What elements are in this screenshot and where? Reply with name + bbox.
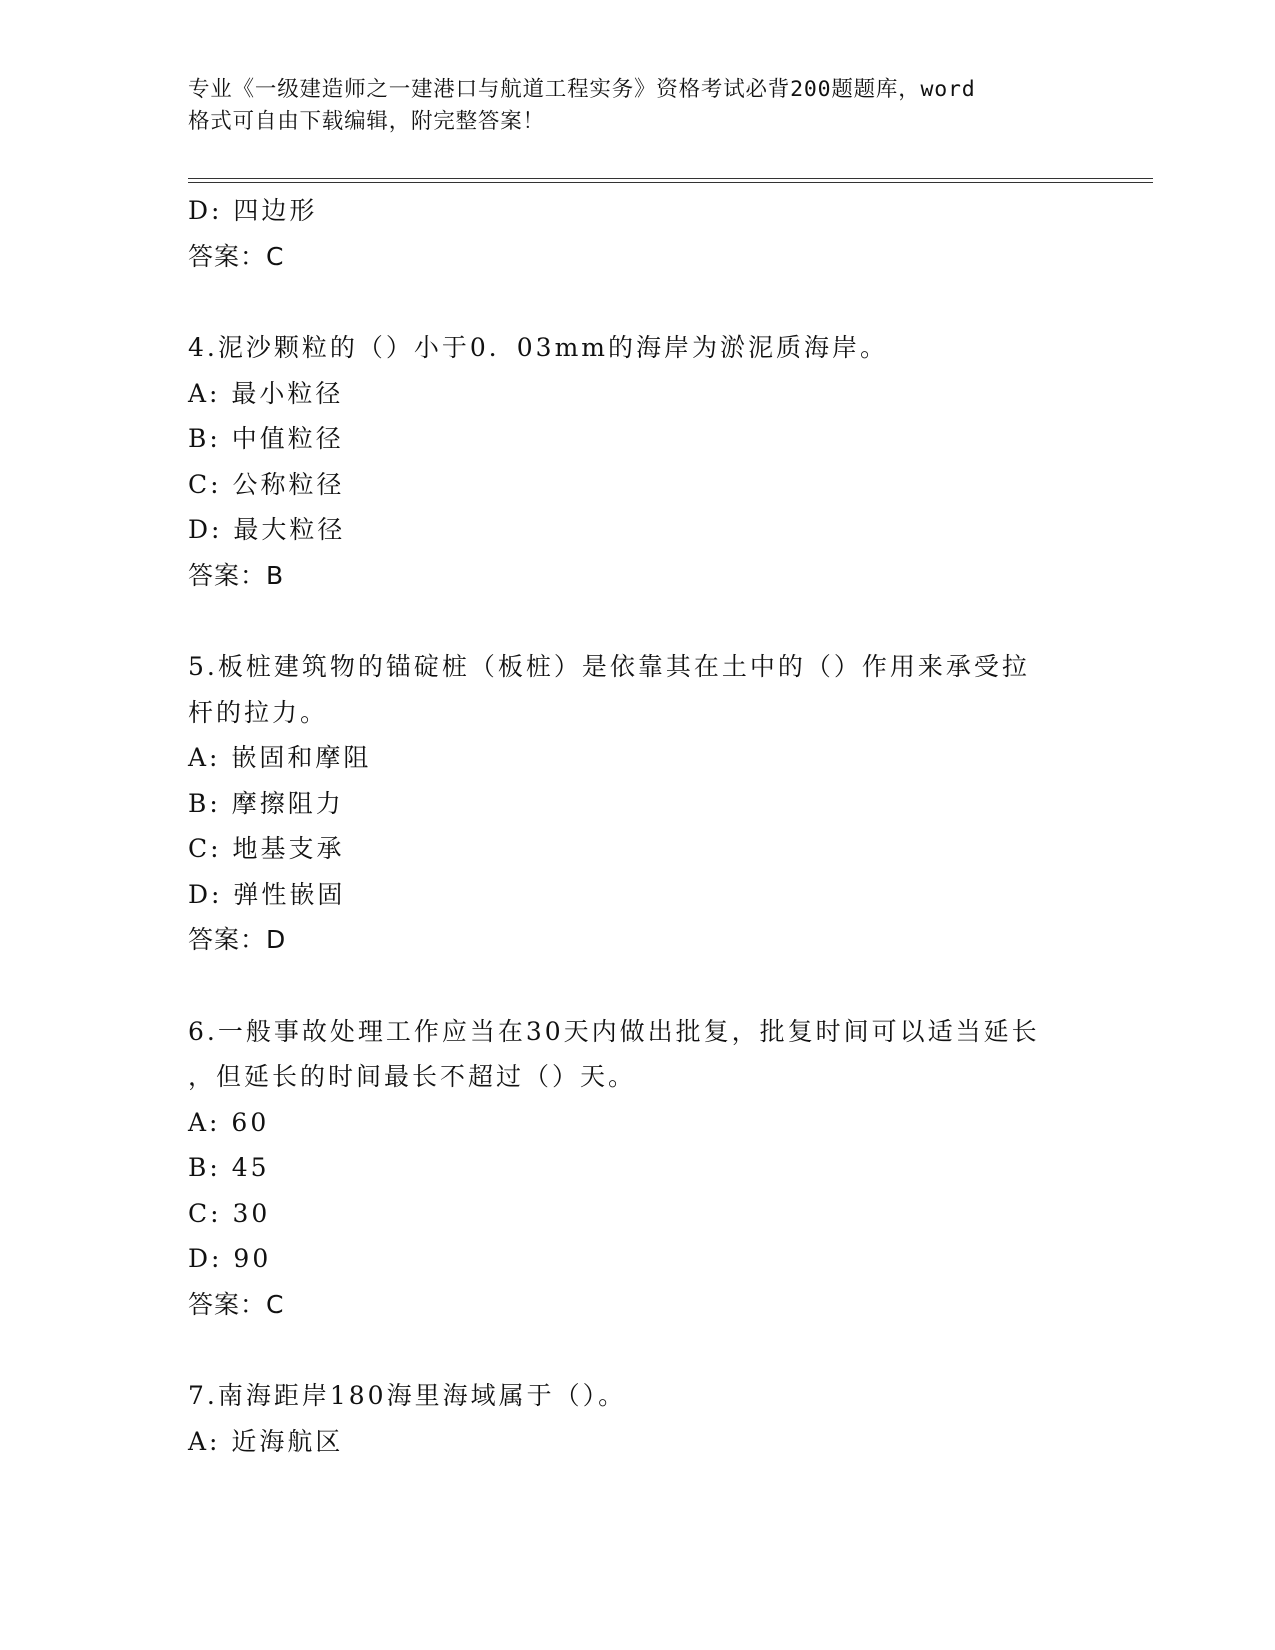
option-b: B: 45	[188, 1153, 270, 1182]
question-list	[188, 188, 1088, 1464]
option-b: B: 中值粒径	[188, 424, 344, 453]
answer-line: 答案：D	[188, 925, 287, 954]
option-a: A: 60	[188, 1107, 270, 1137]
option-d: D: 四边形	[188, 196, 318, 225]
option-d: D: 弹性嵌固	[188, 879, 346, 909]
option-c: C: 公称粒径	[188, 469, 345, 499]
question-stem-line: 5.板桩建筑物的锚碇桩（板桩）是依靠其在土中的（）作用来承受拉	[188, 652, 1030, 681]
header-divider-bottom	[188, 182, 1153, 183]
header-line-1: 专业《一级建造师之一建港口与航道工程实务》资格考试必背200题题库，word	[188, 77, 976, 102]
question-stem-line: 7.南海距岸180海里海域属于（）。	[188, 1381, 627, 1410]
header-divider-top	[188, 178, 1153, 179]
question-stem-line: 4.泥沙颗粒的（）小于0．03mm的海岸为淤泥质海岸。	[188, 333, 888, 362]
question-stem-line: 杆的拉力。	[188, 697, 329, 727]
answer-line: 答案：B	[188, 560, 285, 590]
question-7	[188, 1373, 1088, 1464]
question-6	[188, 1009, 1088, 1328]
question-stem	[188, 325, 1068, 371]
answer-line: 答案：C	[188, 1289, 285, 1319]
option-c: C: 地基支承	[188, 834, 345, 863]
option-c: C: 30	[188, 1198, 271, 1228]
question-stem-line: 6.一般事故处理工作应当在30天内做出批复，批复时间可以适当延长	[188, 1016, 1040, 1046]
question-stem	[188, 1373, 1068, 1419]
option-a: A: 最小粒径	[188, 378, 344, 408]
option-a: A: 近海航区	[188, 1426, 344, 1456]
question-stem	[188, 1009, 1068, 1100]
question-stem	[188, 644, 1068, 735]
option-d: D: 90	[188, 1244, 272, 1273]
question-stem-line: ，但延长的时间最长不超过（）天。	[188, 1062, 637, 1091]
header-line-2: 格式可自由下载编辑，附完整答案！	[188, 109, 545, 134]
option-b: B: 摩擦阻力	[188, 788, 344, 818]
option-d: D: 最大粒径	[188, 515, 346, 544]
question-5	[188, 644, 1088, 963]
document-header	[188, 74, 1068, 138]
answer-line: 答案：C	[188, 241, 285, 271]
question-4	[188, 325, 1088, 598]
option-a: A: 嵌固和摩阻	[188, 743, 372, 772]
